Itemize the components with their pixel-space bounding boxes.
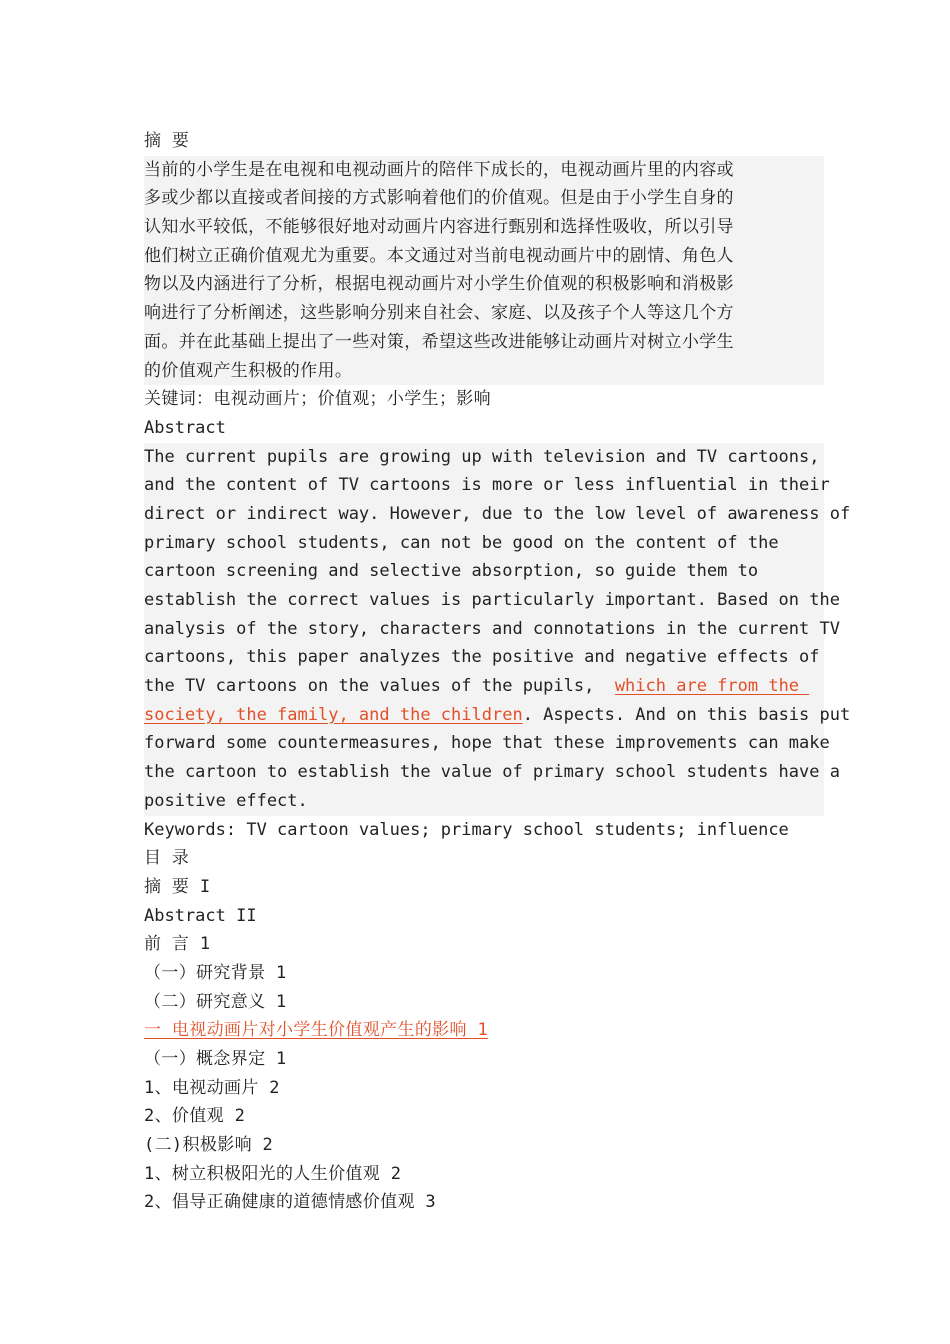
abstract-en-line: establish the correct values is particularly important. Based on the [144,586,824,615]
abstract-en-link[interactable]: which are from the [614,676,810,697]
abstract-en-text: the TV cartoons on the values of the pupils, [144,676,615,697]
abstract-en-link[interactable]: society, the family, and the children [144,704,523,725]
toc-chapter-link[interactable]: 一 电视动画片对小学生价值观产生的影响 1 [144,1020,489,1041]
abstract-en-text: . Aspects. And on this basis put [522,704,851,725]
abstract-cn-line: 当前的小学生是在电视和电视动画片的陪伴下成长的，电视动画片里的内容或 [144,156,824,185]
toc-item[interactable]: (二)积极影响 2 [144,1135,274,1156]
abstract-cn-line: 认知水平较低，不能够很好地对动画片内容进行甄别和选择性吸收，所以引导 [144,213,824,242]
abstract-en-line: The current pupils are growing up with television and TV cartoons, [144,443,824,472]
toc-item[interactable]: 1、树立积极阳光的人生价值观 2 [144,1163,402,1184]
abstract-cn-keywords: 关键词：电视动画片；价值观；小学生；影响 [144,389,491,410]
abstract-en-line: primary school students, can not be good on the content of the [144,529,824,558]
abstract-en-line: cartoons, this paper analyzes the positive and negative effects of [144,643,824,672]
toc-item[interactable]: 2、倡导正确健康的道德情感价值观 3 [144,1192,437,1213]
abstract-en-line: positive effect. [144,787,824,816]
abstract-en-line: and the content of TV cartoons is more or less influential in their [144,471,824,500]
toc-item[interactable]: 1、电视动画片 2 [144,1077,280,1098]
abstract-en-line: direct or indirect way. However, due to the low level of awareness of [144,500,824,529]
toc-item[interactable]: 摘 要 I [144,876,211,897]
toc-item[interactable]: 2、价值观 2 [144,1106,246,1127]
abstract-en-line [144,672,824,701]
abstract-cn-heading: 摘 要 [144,131,190,151]
abstract-en-heading: Abstract [144,417,226,438]
abstract-en-line: cartoon screening and selective absorption, so guide them to [144,557,824,586]
abstract-cn-line: 他们树立正确价值观尤为重要。本文通过对当前电视动画片中的剧情、角色人 [144,242,824,271]
toc-heading: 目 录 [144,848,190,869]
toc-item[interactable]: Abstract II [144,905,257,926]
abstract-en-keywords: Keywords: TV cartoon values; primary school students; influence [144,819,789,840]
abstract-en-line: the cartoon to establish the value of primary school students have a [144,758,824,787]
abstract-en-line: forward some countermeasures, hope that these improvements can make [144,729,824,758]
toc-item-link[interactable] [144,1016,824,1045]
abstract-en-line [144,701,851,730]
abstract-cn-line: 多或少都以直接或者间接的方式影响着他们的价值观。但是由于小学生自身的 [144,184,824,213]
abstract-cn-line: 物以及内涵进行了分析，根据电视动画片对小学生价值观的积极影响和消极影 [144,270,824,299]
toc-item[interactable]: 前 言 1 [144,934,211,955]
toc-item[interactable]: （一）概念界定 1 [144,1049,287,1069]
document-body [144,127,851,1217]
toc-item[interactable]: （一）研究背景 1 [144,962,287,983]
abstract-cn-line: 的价值观产生积极的作用。 [144,357,824,386]
abstract-en-line: analysis of the story, characters and connotations in the current TV [144,615,824,644]
toc-item[interactable]: （二）研究意义 1 [144,991,287,1012]
abstract-cn-line: 面。并在此基础上提出了一些对策，希望这些改进能够让动画片对树立小学生 [144,328,824,357]
abstract-cn-line: 响进行了分析阐述，这些影响分别来自社会、家庭、以及孩子个人等这几个方 [144,299,824,328]
